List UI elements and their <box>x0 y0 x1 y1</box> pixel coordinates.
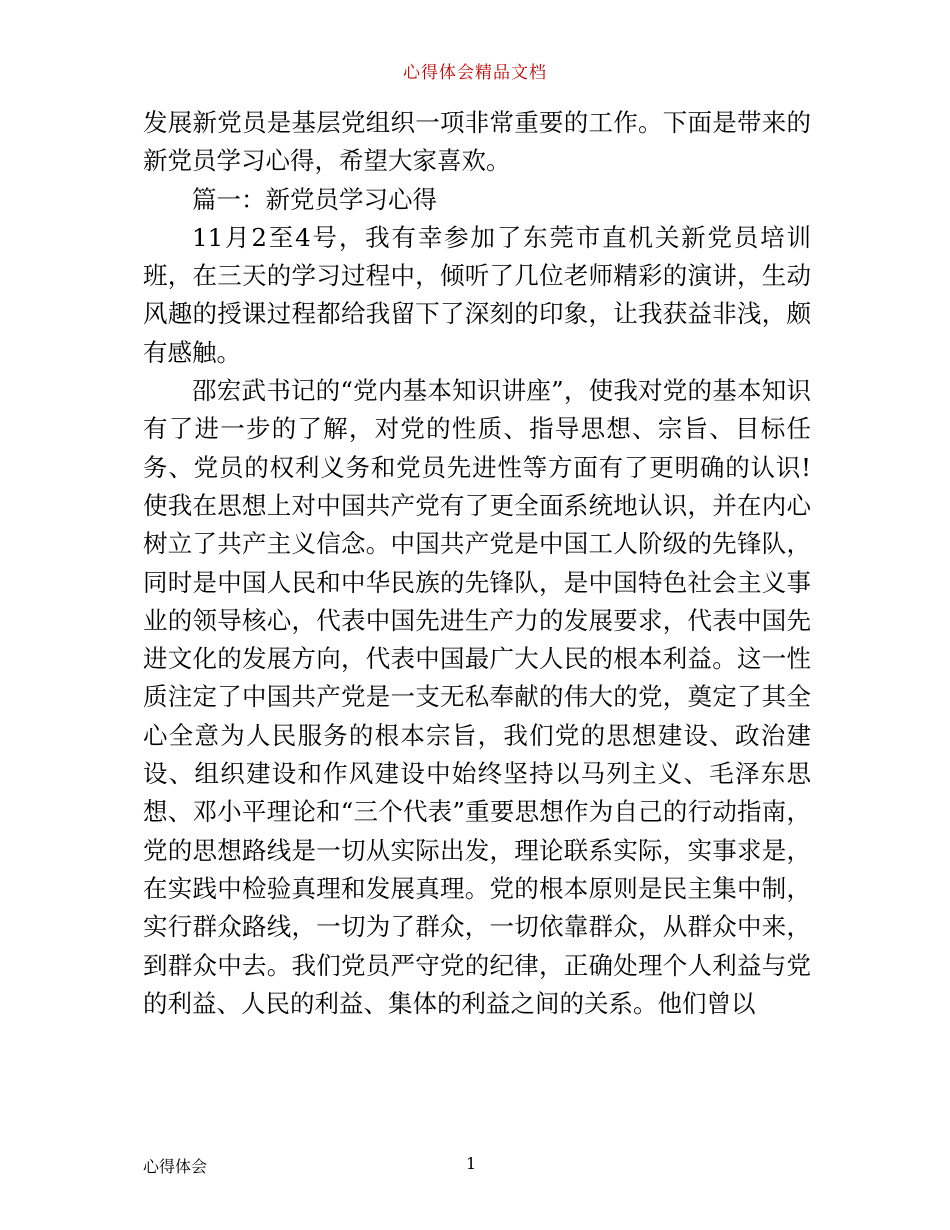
section-heading: 篇一：新党员学习心得 <box>192 184 437 214</box>
document-body <box>143 104 811 1023</box>
body-paragraph: 邵宏武书记的“党内基本知识讲座”，使我对党的基本知识有了进一步的了解，对党的性质、指导思想、宗旨、目标任务、党员的权利义务和党员先进性等方面有了更明确的认识!使我在思想上对中国共产党有了更全面系统地认识，并在内心树立了共产主义信念。中国共产党是中国工人阶级的先锋队，同时是中国人民和中华民族的先锋队，是中国特色社会主义事业的领导核心，代表中国先进生产力的发展要求，代表中国先进文化的发展方向，代表中国最广大人民的根本利益。这一性质注定了中国共产党是一支无私奉献的伟大的党，奠定了其全心全意为人民服务的根本宗旨，我们党的思想建设、政治建设、组织建设和作风建设中始终坚持以马列主义、毛泽东思想、邓小平理论和“三个代表”重要思想作为自己的行动指南，党的思想路线是一切从实际出发，理论联系实际，实事求是，在实践中检验真理和发展真理。党的根本原则是民主集中制，实行群众路线，一切为了群众，一切依靠群众，从群众中来，到群众中去。我们党员严守党的纪律，正确处理个人利益与党的利益、人民的利益、集体的利益之间的关系。他们曾以 <box>143 376 811 1018</box>
page-number: 1 <box>466 1154 477 1173</box>
page-header-title: 心得体会精品文档 <box>403 63 547 83</box>
intro-paragraph: 发展新党员是基层党组织一项非常重要的工作。下面是带来的新党员学习心得，希望大家喜欢。 <box>143 108 811 176</box>
body-paragraph: 11月2至4号，我有幸参加了东莞市直机关新党员培训班，在三天的学习过程中，倾听了几位老师精彩的演讲，生动风趣的授课过程都给我留下了深刻的印象，让我获益非浅，颇有感触。 <box>143 222 811 367</box>
footer-label: 心得体会 <box>143 1157 208 1176</box>
